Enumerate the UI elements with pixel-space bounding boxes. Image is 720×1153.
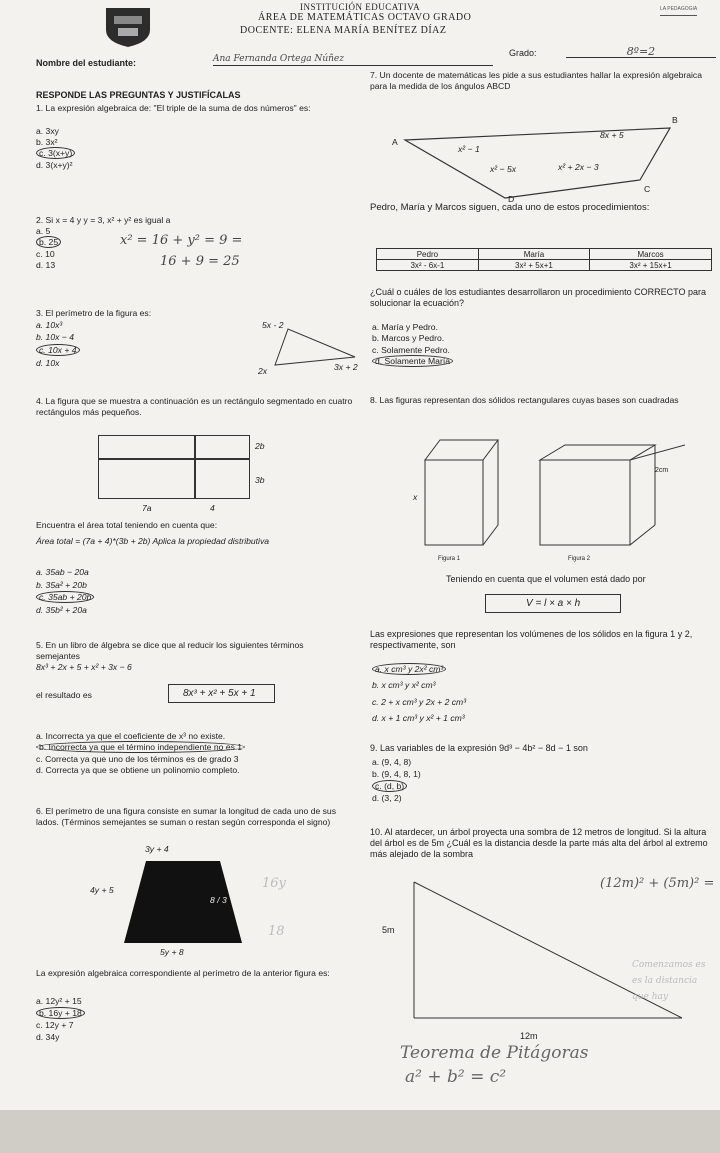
q9-option-d[interactable]: d. (3, 2) bbox=[372, 793, 402, 803]
q7-option-b[interactable]: b. Marcos y Pedro. bbox=[372, 333, 445, 343]
q4-formula: Área total = (7a + 4)*(3b + 2b) Aplica la propiedad distributiva bbox=[36, 536, 270, 546]
q7-cell-maria: 3x² + 5x+1 bbox=[478, 260, 589, 271]
q4-divider-v bbox=[194, 435, 196, 499]
q10-height-label: 5m bbox=[382, 925, 395, 935]
q8-option-c[interactable]: c. 2 + x cm³ y 2x + 2 cm³ bbox=[372, 697, 467, 707]
q1-stem: 1. La expresión algebraica de: "El triple de la suma de dos números" es: bbox=[36, 103, 311, 113]
teacher-name: DOCENTE: ELENA MARÍA BENÍTEZ DÍAZ bbox=[240, 25, 447, 36]
q10-faint-1: Comenzamos es bbox=[632, 960, 706, 970]
q3-selected-mark: c. 10x + 4 bbox=[36, 344, 80, 356]
q10-right-triangle bbox=[408, 878, 688, 1028]
q1-option-c[interactable] bbox=[36, 148, 75, 159]
q3-side-3: 2x bbox=[258, 366, 268, 376]
q8-figure-2 bbox=[535, 440, 685, 550]
q4-option-a[interactable]: a. 35ab − 20a bbox=[36, 567, 89, 577]
q4-height-1: 2b bbox=[255, 441, 265, 451]
q2-option-d[interactable]: d. 13 bbox=[36, 260, 56, 270]
q5-stem: 5. En un libro de álgebra se dice que al reducir los siguientes términos semejantes bbox=[36, 640, 304, 661]
q7-vertex-b: B bbox=[672, 115, 678, 125]
q3-stem: 3. El perímetro de la figura es: bbox=[36, 308, 152, 318]
q6-work-2: 18 bbox=[268, 924, 285, 939]
q8-figure-1-label: Figura 1 bbox=[438, 556, 461, 562]
grade-field[interactable]: 8º=2 bbox=[566, 46, 716, 58]
q8-dim-x: x bbox=[413, 492, 418, 502]
q4-divider-h bbox=[98, 458, 250, 460]
q6-option-c[interactable]: c. 12y + 7 bbox=[36, 1020, 74, 1030]
q3-option-b[interactable]: b. 10x − 4 bbox=[36, 332, 74, 342]
q6-top-label: 3y + 4 bbox=[145, 844, 169, 854]
q6-left-label: 4y + 5 bbox=[90, 885, 114, 895]
q8-figure-2-label: Figura 2 bbox=[568, 556, 591, 562]
q7-vertex-a: A bbox=[392, 137, 398, 147]
q7-cell-marcos: 3x² + 15x+1 bbox=[590, 260, 712, 271]
q8-option-d[interactable]: d. x + 1 cm³ y x² + 1 cm³ bbox=[372, 713, 465, 723]
q7-vertex-c: C bbox=[644, 184, 651, 194]
q2-option-b[interactable] bbox=[36, 237, 61, 248]
q4-task: Encuentra el área total teniendo en cuenta que: bbox=[36, 520, 218, 530]
q4-selected-mark: c. 35ab + 20b bbox=[36, 591, 94, 603]
q8-volume-text: Teniendo en cuenta que el volumen está dado por bbox=[446, 574, 646, 584]
q7-angle-d: x² − 5x bbox=[490, 164, 517, 174]
q2-option-c[interactable]: c. 10 bbox=[36, 249, 55, 259]
q9-option-c[interactable] bbox=[372, 781, 407, 792]
q2-stem: 2. Si x = 4 y y = 3, x² + y² es igual a bbox=[36, 215, 171, 225]
q7-angle-c: x² + 2x − 3 bbox=[558, 162, 599, 172]
q7-selected-mark: d. Solamente María bbox=[372, 355, 453, 367]
q7-head-marcos: Marcos bbox=[590, 249, 712, 260]
q3-side-1: 5x - 2 bbox=[262, 320, 284, 330]
q9-stem: 9. Las variables de la expresión 9d³ − 4b² − 8d − 1 son bbox=[370, 743, 588, 753]
q2-work-1: x² = 16 + y² = 9 = bbox=[120, 233, 243, 248]
q7-head-maria: María bbox=[478, 249, 589, 260]
q9-option-a[interactable]: a. (9, 4, 8) bbox=[372, 757, 412, 767]
q10-faint-2: es la distancia bbox=[632, 976, 698, 986]
q2-option-a[interactable]: a. 5 bbox=[36, 226, 51, 236]
q3-option-a[interactable]: a. 10x³ bbox=[36, 320, 63, 330]
q6-work-1: 16y bbox=[262, 876, 286, 891]
q7-text-2: Pedro, María y Marcos siguen, cada uno de estos procedimientos: bbox=[370, 202, 650, 213]
q5-selected-mark: b. Incorrecta ya que el término independiente no es 1 bbox=[36, 741, 245, 753]
q8-selected-mark: a. x cm³ y 2x² cm³ bbox=[372, 663, 446, 675]
q2-selected-mark: b. 25 bbox=[36, 236, 61, 248]
q6-task: La expresión algebraica correspondiente al perímetro de la anterior figura es: bbox=[36, 968, 330, 978]
q7-angle-b: 8x + 5 bbox=[600, 130, 624, 140]
q4-rectangle bbox=[98, 435, 250, 499]
q8-dim-2cm: 2cm bbox=[655, 467, 669, 474]
q5-option-c[interactable]: c. Correcta ya que uno de los términos es de grado 3 bbox=[36, 754, 239, 764]
q10-faint-3: que hay bbox=[632, 992, 668, 1002]
q10-work-1: (12m)² + (5m)² = bbox=[600, 876, 715, 891]
q1-option-b[interactable]: b. 3x² bbox=[36, 137, 58, 147]
q8-stem: 8. Las figuras representan dos sólidos rectangulares cuyas bases son cuadradas bbox=[370, 395, 679, 405]
q1-option-d[interactable]: d. 3(x+y)² bbox=[36, 160, 73, 170]
q4-stem: 4. La figura que se muestra a continuación es un rectángulo segmentado en cuatro rectángulos más pequeños. bbox=[36, 396, 353, 417]
student-name-field[interactable]: Ana Fernanda Ortega Núñez bbox=[213, 54, 493, 66]
q4-width-1: 7a bbox=[142, 503, 152, 513]
q10-work-3: a² + b² = c² bbox=[405, 1067, 507, 1087]
student-name-label: Nombre del estudiante: bbox=[36, 58, 137, 68]
publisher-logo: LA PEDAGOGIA bbox=[660, 4, 697, 16]
q8-figure-1 bbox=[420, 435, 510, 550]
q1-selected-mark: c. 3(x+y) bbox=[36, 147, 75, 159]
q5-result-box: 8x³ + x² + 5x + 1 bbox=[168, 684, 275, 703]
q6-right-label: 8 / 3 bbox=[210, 895, 227, 905]
q2-work-2: 16 + 9 = 25 bbox=[160, 254, 240, 269]
q6-option-d[interactable]: d. 34y bbox=[36, 1032, 60, 1042]
q6-selected-mark: b. 16y + 18 bbox=[36, 1007, 85, 1019]
background-strip bbox=[0, 1110, 720, 1153]
q7-question: ¿Cuál o cuáles de los estudiantes desarrollaron un procedimiento CORRECTO para solucionar la ecuación? bbox=[370, 287, 707, 308]
q7-procedures-table bbox=[376, 248, 712, 271]
q10-work-2: Teorema de Pitágoras bbox=[400, 1043, 589, 1063]
q8-expression-text: Las expresiones que representan los volúmenes de los sólidos en la figura 1 y 2, respectivamente, son bbox=[370, 629, 693, 650]
q4-width-2: 4 bbox=[210, 503, 215, 513]
q8-option-b[interactable]: b. x cm³ y x² cm³ bbox=[372, 680, 436, 690]
q4-option-c[interactable] bbox=[36, 592, 94, 603]
q7-angle-a: x² − 1 bbox=[458, 144, 480, 154]
q7-quadrilateral bbox=[385, 120, 685, 210]
q6-trapezoid bbox=[118, 855, 248, 950]
q3-option-d[interactable]: d. 10x bbox=[36, 358, 60, 368]
q5-result-label: el resultado es bbox=[36, 690, 92, 700]
q4-option-d[interactable]: d. 35b² + 20a bbox=[36, 605, 87, 615]
institution-name: INSTITUCIÓN EDUCATIVA bbox=[300, 2, 421, 12]
q5-expression: 8x³ + 2x + 5 + x² + 3x − 6 bbox=[36, 662, 132, 672]
q7-option-a[interactable]: a. María y Pedro. bbox=[372, 322, 438, 332]
q7-stem: 7. Un docente de matemáticas les pide a sus estudiantes hallar la expresión algebraica para la medida de los ángulos ABCD bbox=[370, 70, 703, 91]
q9-option-b[interactable]: b. (9, 4, 8, 1) bbox=[372, 769, 421, 779]
q7-head-pedro: Pedro bbox=[377, 249, 479, 260]
q7-vertex-d: D bbox=[508, 194, 515, 204]
q6-bottom-label: 5y + 8 bbox=[160, 947, 184, 957]
school-logo bbox=[100, 4, 156, 48]
q8-option-a[interactable] bbox=[372, 664, 446, 675]
q5-option-b[interactable] bbox=[36, 742, 245, 753]
q6-stem: 6. El perímetro de una figura consiste en sumar la longitud de cada uno de sus lados. (Términos semejantes se suman o restan según corresponda el signo) bbox=[36, 806, 337, 827]
q3-side-2: 3x + 2 bbox=[334, 362, 358, 372]
q7-option-c[interactable]: c. Solamente Pedro. bbox=[372, 345, 450, 355]
q1-option-a[interactable]: a. 3xy bbox=[36, 126, 59, 136]
q6-option-b[interactable] bbox=[36, 1008, 85, 1019]
q6-option-a[interactable]: a. 12y² + 15 bbox=[36, 996, 82, 1006]
q4-option-b[interactable]: b. 35a² + 20b bbox=[36, 580, 87, 590]
area-title: ÁREA DE MATEMÁTICAS OCTAVO GRADO bbox=[258, 12, 472, 23]
q7-cell-pedro: 3x² - 6x-1 bbox=[377, 260, 479, 271]
q10-base-label: 12m bbox=[520, 1031, 538, 1041]
q5-option-a[interactable]: a. Incorrecta ya que el coeficiente de x³ no existe. bbox=[36, 731, 226, 741]
q8-formula-box: V = l × a × h bbox=[485, 594, 621, 613]
q3-option-c[interactable] bbox=[36, 345, 80, 356]
q4-height-2: 3b bbox=[255, 475, 265, 485]
q5-option-d[interactable]: d. Correcta ya que se obtiene un polinomio completo. bbox=[36, 765, 240, 775]
q7-option-d[interactable] bbox=[372, 356, 453, 367]
q9-selected-mark: c. (d, b) bbox=[372, 780, 407, 792]
q10-stem: 10. Al atardecer, un árbol proyecta una sombra de 12 metros de longitud. Si la altura del árbol es de 5m ¿Cuál es la distancia desde la parte más alta del árbol al extremo más alejado de la sombra bbox=[370, 827, 708, 859]
grade-label: Grado: bbox=[509, 48, 537, 58]
instructions: RESPONDE LAS PREGUNTAS Y JUSTIFÍCALAS bbox=[36, 90, 241, 100]
